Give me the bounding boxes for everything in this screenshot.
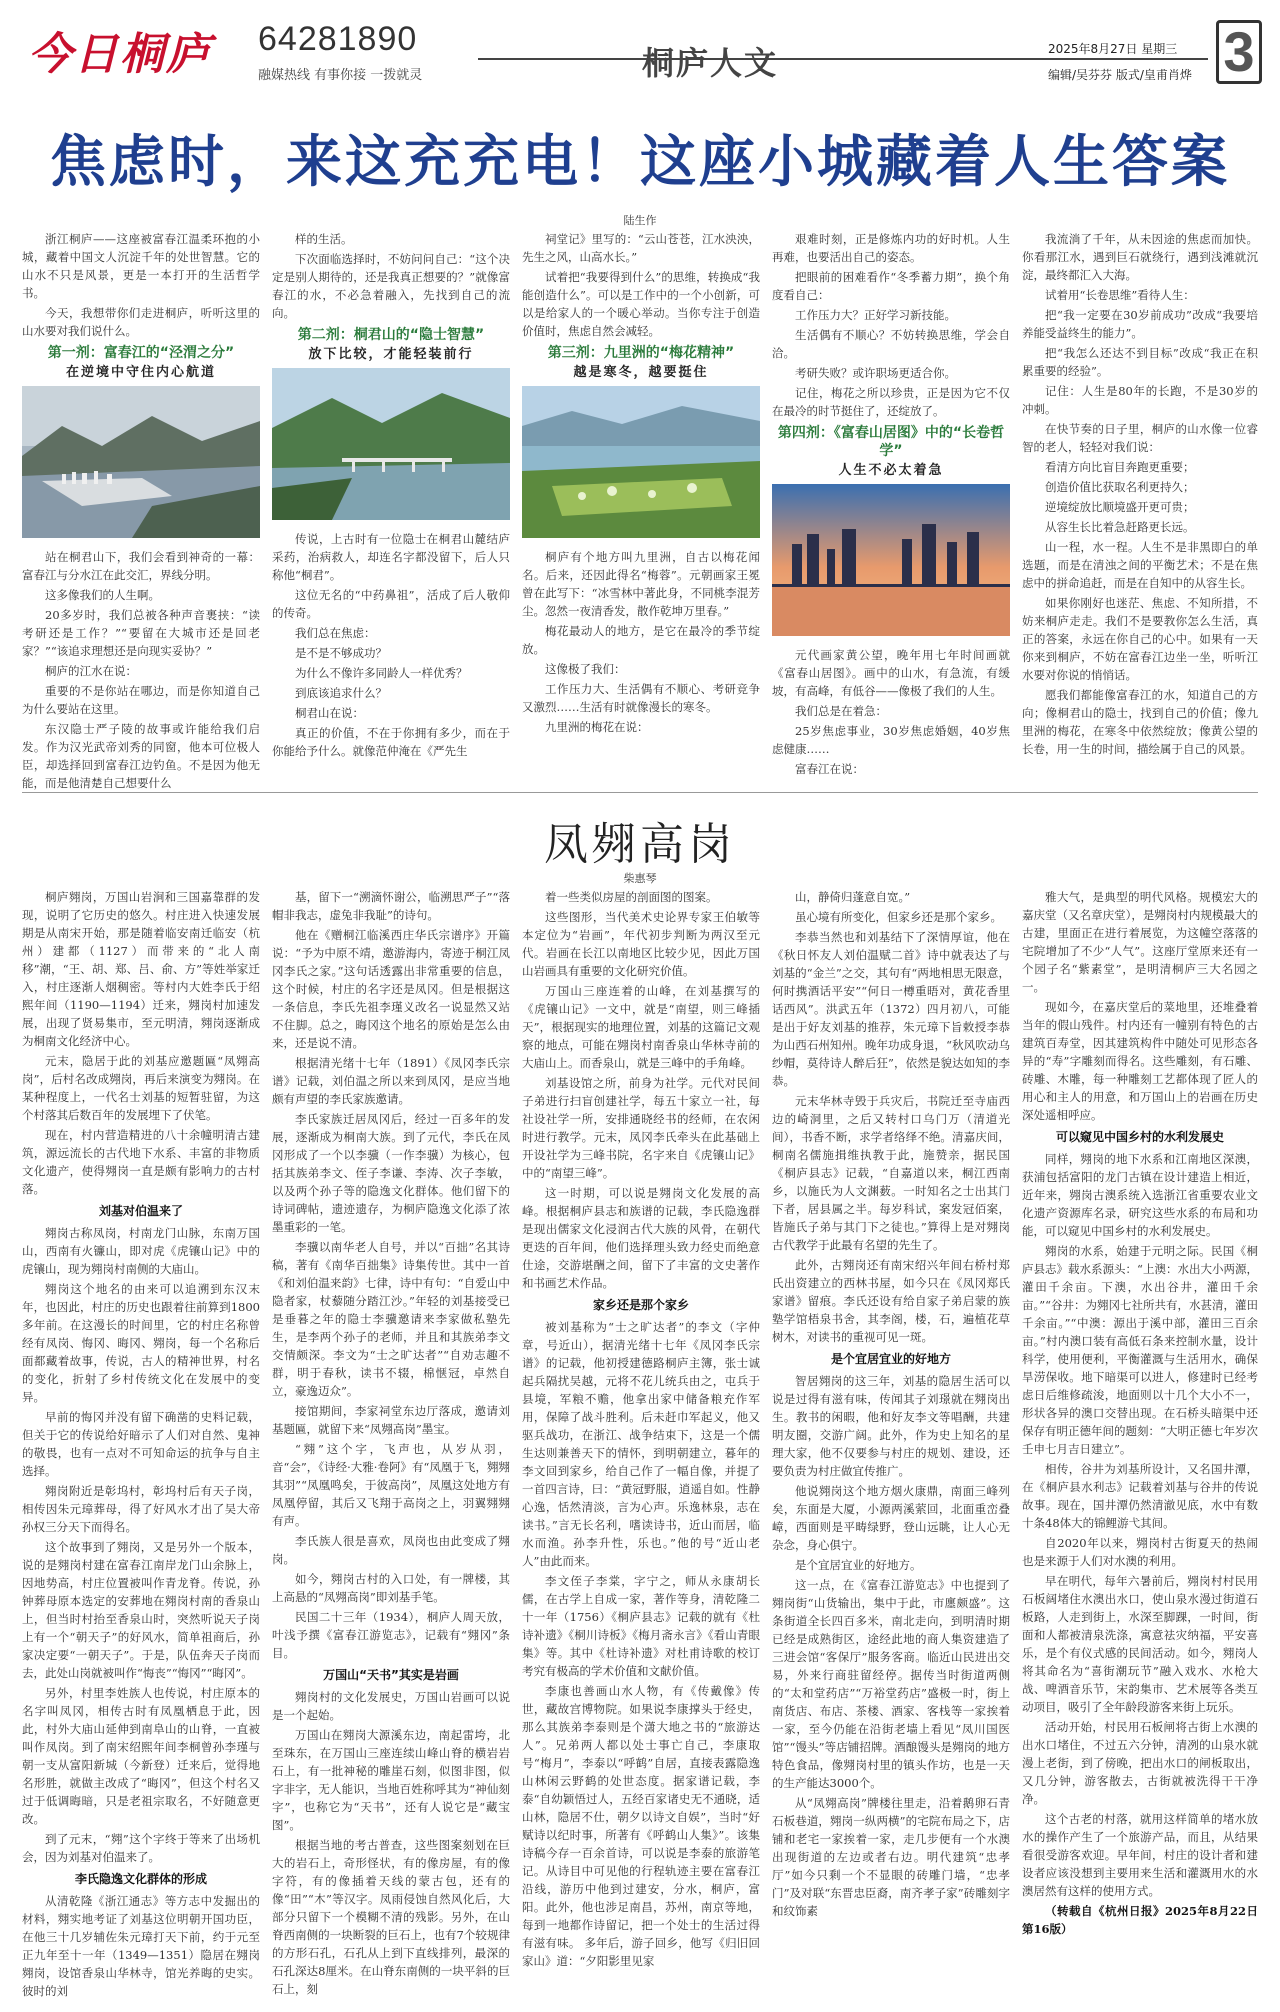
paragraph: 考研失败？或许职场更适合你。 xyxy=(795,366,956,380)
article1-col4-body xyxy=(772,646,1010,778)
article1-col2-intro xyxy=(272,230,510,322)
paragraph: 翙岗古称凤岗，村南龙门山脉，东南万国山，西南有火镰山，即对虎《虎镶山记》中的虎镶山，现为翙岗村南侧的大庙山。 xyxy=(22,1226,260,1276)
article1-headline: 焦虑时，来这充充电！这座小城藏着人生答案 xyxy=(50,130,1230,195)
paragraph: 是不是不够成功？ xyxy=(295,646,387,660)
section-heading: 刘基对伯温来了 xyxy=(98,1204,183,1218)
paragraph: 根据当地的考古普查，这些图案刻划在巨大的岩石上，奇形怪状，有的像房屋，有的像字符，有的像插着天线的蒙古包，还有的像“田”“木”等汉字。凤雨侵蚀自然风化后，大部分只留下一个模糊不清的残影。另外，在山脊西南侧的一块断裂的巨石上，也有7个较规律的方形石孔，石孔从上到下直线排列，最深的石孔深达8厘米。在山脊东南侧的一块平斜的巨石上，刻 xyxy=(272,1838,510,1996)
paragraph: 现如今，在嘉庆堂后的菜地里，还堆叠着当年的假山残件。村内还有一幢别有特色的古建筑百寿堂，因其建筑构件中随处可见形态各异的“寿”字雕刻而得名。这些雕刻，有石雕、砖雕、木雕，每一种雕刻工艺都体现了匠人的用心和主人的用意，和万国山上的岩画在历史深处遥相呼应。 xyxy=(1022,1000,1258,1122)
paragraph: 我们总是在着急： xyxy=(795,704,887,718)
paragraph: 为什么不像许多同龄人一样优秀？ xyxy=(295,666,468,680)
paragraph: 祠堂记》里写的：“云山苍苍，江水泱泱，先生之风，山高水长。” xyxy=(522,232,760,264)
section-heading: 家乡还是那个家乡 xyxy=(592,1298,689,1312)
paragraph: 这一时期，可以说是翙岗文化发展的高峰。根据桐庐县志和族谱的记载，李氏隐逸群是现出儒家文化浸润古代大族的风骨，在朝代更迭的百年间，他们选择理头致力经史而绝意仕途，交游堪酬之间，留下了丰富的文史著作和书画艺术作品。 xyxy=(522,1186,760,1290)
article1-column-2 xyxy=(272,230,510,790)
paragraph: 记住：人生是80年的长跑，不是30岁的冲刺。 xyxy=(1022,384,1258,416)
article2-headline: 凤翙高岗 xyxy=(544,819,736,870)
paragraph: 刘基设馆之所，前身为社学。元代对民间子弟进行扫盲创建社学，每五十家立一社，每社设社学一所，安排通晓经书的经师，在农闲时进行教学。元末，凤冈李氏牵头在此基础上开设社学为三峰书院，名字来自《虎镶山记》中的“南望三峰”。 xyxy=(522,1076,760,1180)
paragraph: 逆境绽放比顺境盛开更可贵； xyxy=(1045,500,1195,514)
article1-subtitle-1: 在逆境中守住内心航道 xyxy=(65,365,216,380)
paragraph: 工作压力大？正好学习新技能。 xyxy=(795,308,956,322)
paragraph: 此外，古翙岗还有南宋绍兴年间右桥村郑氏出资建立的西林书屋，如今只在《凤冈郑氏家谱》留痕。李氏还设有给自家子弟启蒙的族塾学馆梧泉书舍，其李阁，楼，石，遍植花草树木，对读书的重视可见一斑。 xyxy=(772,1258,1010,1344)
article2-column-5 xyxy=(1022,888,1258,2002)
paragraph: 万国山在翙岗大源溪东边，南起雷垮，北至珠东，在万国山三座连续山峰山脊的横岩岩石上，有一批神秘的雕崖石刻，似图非图，似字非字，无人能识，当地百姓称呼其为“神仙刻字”，也称它为“天书”，还有人说它是“藏宝图”。 xyxy=(272,1728,510,1832)
hotline-slogan: 融媒热线 有事你接 一拨就灵 xyxy=(258,68,423,83)
paragraph: 试着把“我要得到什么”的思维，转换成“我能创造什么”。可以是工作中的一个小创新，可以是给家人的一个暖心举动。当你专注于创造价值时，焦虑自然会减轻。 xyxy=(522,270,760,338)
paragraph: 愿我们都能像富春江的水，知道自己的方向；像桐君山的隐士，找到自己的价值；像九里洲的梅花，在寒冬中依然绽放；像黄公望的长卷，用一生的时间，描绘属于自己的风景。 xyxy=(1022,688,1258,756)
article1-subhead-2: 第二剂：桐君山的“隐士智慧” xyxy=(297,327,485,343)
paragraph: 我流淌了千年，从未因途的焦虑而加快。你看那江水，遇到巨石就绕行，遇到浅滩就沉淀，最终都汇入大海。 xyxy=(1022,232,1258,282)
article1-column-3 xyxy=(522,230,760,790)
paragraph: 李氏家族迁居凤冈后，经过一百多年的发展，逐渐成为桐南大族。到了元代，李氏在凤冈形成了一个以李骥（一作李骥）为核心，包括其族弟李文、侄子李谦、李涛、次子李敏，以及两个孙子等的隐逸文化群体。他们留下的诗词碑帖，遗迹遗存，为桐庐隐逸文化添了浓墨重彩的一笔。 xyxy=(272,1112,510,1234)
paragraph: 雅大气，是典型的明代风格。规模宏大的嘉庆堂（又名章庆堂），是翙岗村内规模最大的古建，里面正在进行着展览，为这幢空落落的宅院增加了不少“人气”。这座厅堂原来还有一个园子名“紫素堂”，是明清桐庐三大名园之一。 xyxy=(1022,890,1258,994)
editor-credits: 编辑/吴芬芬 版式/皇甫肖烨 xyxy=(1048,68,1192,82)
paragraph: 被刘基称为“士之旷达者”的李文（字仲章，号近山），据清光绪十七年《凤冈李氏宗谱》的记载，他初授建德路桐庐主簿，张士诚起兵隔扰吴越，元将不花儿统兵由之，屯兵于县境，军粮不赡，他拿出家中储备粮充作军用，保障了战斗胜利。后未赶巾军起义，他又驱兵战功，在浙江、战争结束下，这是一个儒生达则兼善天下的情怀，到明朝建立，暮年的李文回到家乡，给自己作了一幅自像，并提了一首四言诗，曰：“黄冠野服，逍遥自如。性静心逸，恬然清淡，言为心声。乐逸林泉，志在读书。”言无长名利，嗜读诗书，近山而居，临水而渔。孙李升性，乐也。”他的号“近山老人”由此而来。 xyxy=(522,1320,760,1568)
section-divider xyxy=(22,792,1258,793)
paragraph: 桐庐翙岗，万国山岩涧和三国嘉靠群的发现，说明了它历史的悠久。村庄进入快速发展期是从南宋开始，那是随着临安南迁临安（杭州）建都（1127）而带来的“北人南移”潮，“王、胡、郑、吕、俞、方”等姓举家迁入，村庄逐渐人烟稠密。等村内大姓李氏于绍熙年间（1190—1194）迁来，翙岗村加速发展，出现了贤易集市，至元明清，翙岗逐渐成为桐南文化经济中心。 xyxy=(22,890,260,1048)
source-note: （转载自《杭州日报》2025年8月22日第16版） xyxy=(1022,1904,1258,1936)
paragraph: “翙”这个字，飞声也，从岁从羽，音“会”，《诗经·大雅·卷阿》有“凤凰于飞，翙翙其羽”“凤凰鸣矣，于彼高岗”，凤凰这处地方有凤凰停留，其后又飞翔于高岗之上，羽翼翙翙有声。 xyxy=(272,1442,510,1528)
article1-col4-intro xyxy=(772,230,1010,420)
paragraph: 这一点，在《富春江游览志》中也提到了翙岗街“山货输出，集中于此，市廛颇盛”。这条街道全长四百多米，南北走向，到明清时期已经是成熟街区，途经此地的商人集资建造了三进会馆“客保厅”服务客商。临近山民进出交易，外来行商驻留经停。据传当时街道两侧的“太和堂药店”“万裕堂药店”盛极一时，街上南货店、布店、茶楼、酒家、客栈等一家挨着一家，至今仍能在沿街老墙上看见“凤川国医馆”“馒头”等店铺招牌。酒酿馒头是翙岗的地方特色食品，像翙岗村里的镇头作坊，也是一天的生产能达3000个。 xyxy=(772,1578,1010,1790)
paragraph: 同样，翙岗的地下水系和江南地区深澳，获浦包括富阳的龙门古镇在设计建造上相近，近年来，翙岗古澳系统入选浙江省重要农业文化遗产资源库名录，研究这些水系的布局和功能，可以窥见中国乡村的水利发展史。 xyxy=(1022,1152,1258,1238)
paragraph: 把“我怎么还达不到目标”改成“我正在积累重要的经验”。 xyxy=(1022,346,1258,378)
paragraph: 从“凤翙高岗”牌楼往里走，沿着鹅卵石青石板巷道，翙岗一纵两横”的宅院布局之下，店铺和老宅一家挨着一家，走几步便有一个水澳出现街道的左边或者右边。明代建筑“忠孝厅”如今只剩一个不显眼的砖雕门墙，“忠孝门”及对联“东晋忠臣裔，南齐孝子家”砖雕刻字和纹饰素 xyxy=(772,1796,1010,1918)
article1-col1-intro xyxy=(22,230,260,340)
paragraph: 根据清光绪十七年（1891）《凤冈李氏宗谱》记载，刘伯温之所以来到凤冈，是应当地颇有声望的李氏家族邀请。 xyxy=(272,1056,510,1106)
article1-column-5 xyxy=(1022,230,1258,790)
article2-byline: 柴惠琴 xyxy=(623,872,657,885)
article1-col3-intro xyxy=(522,230,760,340)
paragraph: 是个宜居宜业的好地方。 xyxy=(795,1558,922,1572)
article1-subhead-4: 第四剂：《富春山居图》中的“长卷哲学” xyxy=(777,425,1005,459)
article2-column-1 xyxy=(22,888,260,2002)
paragraph: 自2020年以来，翙岗村古街夏天的热闹也是来源于人们对水澳的利用。 xyxy=(1022,1536,1258,1568)
paragraph: 富春江在说： xyxy=(795,762,864,776)
paragraph: 元末华林寺毁于兵灾后，书院迁至寺庙西边的崎洞里，之后又转村口乌门万（清道光间），书香不断，求学者络绎不绝。清嘉庆间，桐南名儒施揖维执教于此，施赞亲，据民国《桐庐县志》记载，“自嘉道以来，桐江西南乡，以施氏为人文渊薮。一时知名之士出其门下者，居县属之半。每岁科试，案发冠佰案，皆施氏子弟与其门下之徒也。”算得上是对翙岗古代教学于此最有名望的先生了。 xyxy=(772,1094,1010,1252)
paragraph: 翙岗这个地名的由来可以追溯到东汉末年，也因此，村庄的历史也跟着往前算到1800多年前。在这漫长的时间里，它的村庄名称曾经有凤岗、悔冈、晦冈、翙岗，每一个名称后面都藏着故事，传说，古人的精神世界，村名的变化，折射了乡村传统文化在发展中的变异。 xyxy=(22,1282,260,1404)
paragraph: 把“我一定要在30岁前成功”改成“我要培养能受益终生的能力”。 xyxy=(1022,308,1258,340)
hotline-number: 64281890 xyxy=(258,20,418,58)
paragraph: 20多岁时，我们总被各种声音裹挟：“读考研还是工作？”“要留在大城市还是回老家？”“该追求理想还是向现实妥协？” xyxy=(22,608,260,658)
paragraph: 如今，翙岗古村的入口处，有一牌楼，其上高悬的“凤翙高岗”即刘基手笔。 xyxy=(272,1572,510,1604)
article1-subtitle-2: 放下比较，才能轻装前行 xyxy=(308,347,474,362)
paragraph: 在快节奏的日子里，桐庐的山水像一位睿智的老人，轻轻对我们说： xyxy=(1022,422,1258,454)
paragraph: 这些图形，当代美术史论界专家王伯敏等本定位为“岩画”，年代初步判断为两汉至元代。岩画在长江以南地区比较少见，因此万国山岩画具有重要的文化研究价值。 xyxy=(522,910,760,978)
paragraph: 虽心境有所变化，但家乡还是那个家乡。 xyxy=(795,910,1002,924)
section-heading: 万国山“天书”其实是岩画 xyxy=(323,1668,459,1682)
paragraph: 着一些类似房屋的剖面图的图案。 xyxy=(545,890,718,904)
paragraph: 这位无名的“中药鼻祖”，活成了后人敬仰的传奇。 xyxy=(272,588,510,620)
masthead-rule xyxy=(478,58,1208,60)
paragraph: 他说翙岗这个地方烟火康鼎，南面三峰列矣，东面是大厦，小源两溪萦回，北面重峦叠嶂，西面则是平畴绿野，登山远眺，让人心无杂念，身心俱宁。 xyxy=(772,1484,1010,1552)
paragraph: 李文侄子李棠，字宁之，师从永康胡长儒，在古学上自成一家，著作等身，清乾隆二十一年（1756）《桐庐县志》记载的就有《杜诗补遗》《桐川诗板》《梅月斋永言》《看山青眼集》等。其中《杜诗补遗》对杜甫诗歌的校订考究有极高的学术价值和文献价值。 xyxy=(522,1574,760,1678)
photo-sunset-skyline xyxy=(772,484,1010,636)
paragraph: 早在明代，每年六暑前后，翙岗村村民用石板阔堵住水澳出水口，使山泉水漫过街道石板路，人走到街上，水深至脚踝，一时间，街面和人都被清泉洗涤，寓意祛灾纳福，平安喜乐，是个有仪式感的民间活动。如今，翙岗人将其命名为“喜街潮玩节”融入戏水、水枪大战、啤酒音乐节，宋韵集市、艺术展等各类互动项目，吸引了全年龄段游客来街上玩乐。 xyxy=(1022,1574,1258,1714)
paragraph: 下次面临选择时，不妨问问自己：“这个决定是别人期待的，还是我真正想要的？”就像富春江的水，不必急着融入，先找到自己的流向。 xyxy=(272,252,510,320)
paragraph: 到了元末，“翙”这个字终于等来了出场机会，因为刘基对伯温来了。 xyxy=(22,1832,260,1864)
paragraph: 翙岗附近是彰坞村，彰坞村后有天子岗，相传因朱元璋葬母，得了好风水才出了吴大帝孙权三分天下而得名。 xyxy=(22,1484,260,1534)
paragraph: 艰难时刻，正是修炼内功的好时机。人生再难，也要活出自己的姿态。 xyxy=(772,232,1010,264)
article1-col1-body xyxy=(22,548,260,790)
paragraph: 早前的悔冈并没有留下确凿的史料记载，但关于它的传说给好暗示了人们对自然、鬼神的敬畏，也有一点对不可知命运的抗争与自主选择。 xyxy=(22,1410,260,1478)
paragraph: 创造价值比获取名利更持久； xyxy=(1045,480,1195,494)
paragraph: 如果你刚好也迷茫、焦虑、不知所措，不妨来桐庐走走。我们不是要教你怎么生活，真正的答案，永远在你自己的心中。如果有一天你来到桐庐，不妨在富春江边坐一坐，听听江水要对你说的悄悄话。 xyxy=(1022,596,1258,682)
paragraph: 另外，村里李姓族人也传说，村庄原本的名字叫凤冈，相传古时有凤凰栖息于此，因此，村外大庙山延伸到南阜山的山脊，一直被叫作凤岗。到了南宋绍熙年间李桐曾孙李瑾与朝一支从富阳新城（今新登）迁来后，觉得地名形胜，就做主改成了“晦冈”，但这个村名又过于低调晦暗，只是老祖宗取名，不好随意更改。 xyxy=(22,1686,260,1826)
masthead xyxy=(0,0,1280,100)
paragraph: 从清乾隆《浙江通志》等方志中发掘出的材料，翙实地考证了刘基这位明朝开国功臣，在他三十几岁辅佐朱元璋打天下前，约于元至正九年至十一年（1349—1351）隐居在翙岗翙岗，设馆香泉山华林寺，馆光养晦的史实。彼时的刘 xyxy=(22,1894,260,1998)
article1-column-4 xyxy=(772,230,1010,790)
paragraph: 九里洲的梅花在说： xyxy=(545,720,649,734)
paragraph: 东汉隐士严子陵的故事或许能给我们启发。作为汉光武帝刘秀的同窗，他本可位极人臣，却选择回到富春江边钓鱼。不是因为他无能，而是他清楚自己想要什么 xyxy=(22,722,260,790)
paragraph: 桐庐的江水在说： xyxy=(45,664,137,678)
paragraph: 他在《赠桐江临溪西庄华氏宗谱序》开篇说：“予为中原不靖，邀游海内，寄迹于桐江凤冈李氏之家。”这句话透露出非常重要的信息，这个时候，村庄的名字还是凤冈。但是根据这一条信息，李氏先祖李瑾义改名一说显然又站不住脚。总之，晦冈这个地名的原始是怎么由来，还是说不清。 xyxy=(272,928,510,1050)
paragraph: 山一程，水一程。人生不是非黑即白的单选题，而是在清浊之间的平衡艺术；不是在焦虑中的拼命追赶，而是在自知中的从容生长。 xyxy=(1022,540,1258,590)
newspaper-logo: 今日桐庐 xyxy=(28,29,212,80)
issue-date: 2025年8月27日 星期三 xyxy=(1048,42,1178,56)
section-heading: 是个宜居宜业的好地方 xyxy=(830,1352,951,1366)
paragraph: 元代画家黄公望，晚年用七年时间画就《富春山居图》。画中的山水，有急流，有缓坡，有高峰，有低谷——像极了我们的人生。 xyxy=(772,648,1010,698)
paragraph: 相传，谷井为刘基所设计，又名国井潭，在《桐庐县水利志》记载着刘基与谷井的传说故事。现在，国井潭仍然清澈见底，水中有数十条48体大的锦鲤游弋其间。 xyxy=(1022,1462,1258,1530)
article1-col5-body xyxy=(1022,230,1258,758)
article1-subhead-3: 第三剂：九里洲的“梅花精神” xyxy=(547,345,735,361)
paragraph: 梅花最动人的地方，是它在最冷的季节绽放。 xyxy=(522,624,760,656)
paragraph: 这像极了我们： xyxy=(545,662,626,676)
paragraph: 生活偶有不顺心？不妨转换思维，学会自洽。 xyxy=(772,328,1010,360)
article2-column-2 xyxy=(272,888,510,2002)
article1-col2-body xyxy=(272,530,510,760)
paragraph: 山，静倚归蓬意自宽。” xyxy=(795,890,911,904)
paragraph: 站在桐君山下，我们会看到神奇的一幕：富春江与分水江在此交汇，界线分明。 xyxy=(22,550,260,582)
photo-river-city xyxy=(22,386,260,538)
article1-subtitle-3: 越是寒冬，越要挺住 xyxy=(573,365,709,380)
paragraph: 翙岗的水系，始建于元明之际。民国《桐庐县志》载水系源头：“上澳：水出大小两源，灌田千余亩。下澳，水出谷井，灌田千余亩。”“谷井：为翙冈七社所共有，水甚清，灌田千余亩。”“中澳：源出于溪中部，灌田三百余亩。”村内澳口装有高低石条来控制水量，设计科学，使用便利，平衡灌溉与生活用水，确保旱涝保收。地下暗渠可以进人，修建时已经考虑日后维修疏浚，地面则以十几个大小不一，形状各异的澳口交替出现。在石桥头暗渠中还保存有明正德年间的题刻：“大明正德七年岁次壬申七月吉日建立”。 xyxy=(1022,1244,1258,1456)
section-name: 桐庐人文 xyxy=(642,44,779,82)
paragraph: 接馆期间，李家祠堂东边厅落成，邀请刘基题匾，就留下来“凤翙高岗”墨宝。 xyxy=(272,1404,510,1436)
paragraph: 试着用“长卷思维”看待人生： xyxy=(1045,288,1195,302)
article1-subhead-1: 第一剂：富春江的“泾渭之分” xyxy=(47,345,235,361)
section-heading: 可以窥见中国乡村的水利发展史 xyxy=(1055,1130,1224,1144)
article1-byline: 陆生作 xyxy=(623,214,657,227)
paragraph: 这个故事到了翙岗，又是另外一个版本，说的是翙岗村建在富春江南岸龙门山余脉上，因地势高，村庄位置被叫作青龙脊。传说，孙钟葬母原本选定的安葬地在翙岗村南的香泉山上，但当时村抬至香泉山时，突然听说天子岗上有一个“朝天子”的好风水，简单祖商后，孙家决定要“一朝天子”。于是，队伍奔天子岗而去，此处山岗就被叫作“悔丧”“悔冈”“晦冈”。 xyxy=(22,1540,260,1680)
paragraph: 李氏族人很是喜欢，凤岗也由此变成了翙岗。 xyxy=(272,1534,510,1566)
paragraph: 翙岗村的文化发展史，万国山岩画可以说是一个起始。 xyxy=(272,1690,510,1722)
paragraph: 万国山三座连着的山峰，在刘基撰写的《虎镶山记》一文中，就是“南望，则三峰插天”，根据现实的地理位置，刘基的这篇记文观察的地点，可能在翙岗村南香泉山华林寺前的大庙山上。而香泉山，就是三峰中的手角峰。 xyxy=(522,984,760,1070)
paragraph: 从容生长比着急赶路更长远。 xyxy=(1045,520,1195,534)
paragraph: 基，留下一“溯滴怀谢公，临溯思严子”“落帽非我志，虚兔非我耻”的诗句。 xyxy=(272,890,510,922)
paragraph: 浙江桐庐——这座被富春江温柔环抱的小城，藏着中国文人沉淀千年的处世智慧。它的山水不只是风景，更是一本打开的生活哲学书。 xyxy=(22,232,260,300)
article1-subtitle-4: 人生不必太着急 xyxy=(838,463,944,478)
paragraph: 李骥以南华老人自号，并以“百拙”名其诗稿，著有《南华百拙集》诗集传世。其中一首《和刘伯温来韵》七律，诗中有句：“自爱山中隐者家，杖藜随分踏江沙。”年轻的刘基接受已是垂暮之年的隐士李骥邀请来李家做私塾先生，是李两个孙子的老师，并且和其族弟李文交情颇深。李文为“士之旷达者”“自劝志趣不群，明于春秋，读书不辍，棉惬冠，卓然自立，豪逸迈众”。 xyxy=(272,1240,510,1398)
paragraph: 工作压力大、生活偶有不顺心、考研竞争又激烈……生活有时就像漫长的寒冬。 xyxy=(522,682,760,714)
article1-column-1 xyxy=(22,230,260,790)
paragraph: 样的生活。 xyxy=(295,232,353,246)
paragraph: 现在，村内营造精进的八十余幢明清古建筑，源远流长的古代地下水系、丰富的非物质文化遗产，使得翙岗一直是颇有影响力的古村落。 xyxy=(22,1128,260,1196)
paragraph: 记住，梅花之所以珍贵，正是因为它不仅在最冷的时节挺住了，还绽放了。 xyxy=(772,386,1010,418)
paragraph: 李恭当然也和刘基结下了深情厚谊，他在《秋日怀友人刘伯温赋二首》诗中就表达了与刘基的“金兰”之交，其句有“两地相思无限意，何时携酒话平安”“何日一樽重晤对，黄花香里话西风”。洪武五年（1372）四月初八，可能是出于好友刘基的推荐，朱元璋下旨敕授李恭为山西石州知州。晚年功成身退，“秋风吹动乌纱帽，莫待诗人醉后狂”，依然是貌达如知的李恭。 xyxy=(772,930,1010,1088)
paragraph: 桐庐有个地方叫九里洲，自古以梅花闻名。后来，还因此得名“梅蓉”。元朝画家王冕曾在此写下：“冰雪林中著此身，不同桃李混芳尘。忽然一夜清香发，散作乾坤万里春。” xyxy=(522,550,760,618)
section-heading: 李氏隐逸文化群体的形成 xyxy=(74,1872,207,1886)
paragraph: 真正的价值，不在于你拥有多少，而在于你能给予什么。就像范仲淹在《严先生 xyxy=(272,726,510,758)
paragraph: 李康也善画山水人物，有《传戴像》传世，藏故宫博物院。如果说李康撑头于经史，那么其族弟李泰则是个潇大地之书的“旅游达人”。兄弟两人都以处士事亡自己，李康取号“梅月”，李泰以“呼鹤”自居，直接表露隐逸山林闲云野鹤的处世态度。据家谱记载，李泰“自幼颖悟过人，五经百家诸史无不通晓，适山林，隐居不仕，朝夕以诗文自娱”，当时“好赋诗以纪时事，所著有《呼鹤山人集》”。该集诗稿今存一百余首诗，可以说是李泰的旅游笔记。从诗目中可见他的行程轨迹主要在富春江沿线，游历中他到过建安，分水，桐庐，富阳。此外，他也涉足南昌，苏州，南京等地，每到一地都作诗留记，把一个处士的生活过得有滋有味。 多年后，游子回乡，他写《归旧回家山》道：“夕阳影里见家 xyxy=(522,1684,760,1968)
paragraph: 到底该追求什么？ xyxy=(295,686,387,700)
paragraph: 今天，我想带你们走进桐庐，听听这里的山水要对我们说什么。 xyxy=(22,306,260,338)
paragraph: 这多像我们的人生啊。 xyxy=(45,588,160,602)
paragraph: 这个古老的村落，就用这样简单的堵水放水的操作产生了一个旅游产品，而且，从结果看很受游客欢迎。早年间，村庄的设计者和建设者应该没想到主要用来生活和灌溉用水的水澳居然有这样的使用方式。 xyxy=(1022,1812,1258,1898)
page-number: 3 xyxy=(1216,20,1262,84)
article2-column-3 xyxy=(522,888,760,2002)
paragraph: 我们总在焦虑： xyxy=(295,626,376,640)
paragraph: 民国二十三年（1934），桐庐人周天放，叶浅予撰《富春江游览志》，记载有“翙冈”条目。 xyxy=(272,1610,510,1660)
paragraph: 25岁焦虑事业，30岁焦虑婚姻，40岁焦虑健康…… xyxy=(772,724,1010,756)
paragraph: 把眼前的困难看作“冬季蓄力期”，换个角度看自己： xyxy=(772,270,1010,302)
photo-plum-island xyxy=(522,386,760,538)
paragraph: 元末，隐居于此的刘基应邀题匾“凤翙高岗”，后村名改成翙岗，再后来演变为翙岗。在某种程度上，一代名士刘基的短暂驻留，为这个村落其后数百年的发展埋下了伏笔。 xyxy=(22,1054,260,1122)
article1-col3-body xyxy=(522,548,760,736)
paragraph: 智居翙岗的这三年，刘基的隐居生活可以说是过得有滋有味，传闻其子刘璟就在翙岗出生。教书的闲暇，他和好友李文等唱酬，共建明友圈，交游广阔。此外，作为史上知名的星理大家，他不仅要参与村庄的规划、建设，还要负责为村庄做宜传推广。 xyxy=(772,1374,1010,1478)
article2-column-4 xyxy=(772,888,1010,2002)
photo-mountain-bridge xyxy=(272,368,510,520)
paragraph: 重要的不是你站在哪边，而是你知道自己为什么要站在这里。 xyxy=(22,684,260,716)
paragraph: 活动开始，村民用石板闸将古街上水澳的出水口堵住，不过五六分钟，清冽的山泉水就漫上老街，到了傍晚，把出水口的闸板取出，又几分钟，游客散去，古街就被洗得干干净净。 xyxy=(1022,1720,1258,1806)
paragraph: 看清方向比盲目奔跑更重要； xyxy=(1045,460,1195,474)
paragraph: 桐君山在说： xyxy=(295,706,364,720)
paragraph: 传说，上古时有一位隐士在桐君山麓结庐采药，治病救人，却连名字都没留下，后人只称他“桐君”。 xyxy=(272,532,510,582)
